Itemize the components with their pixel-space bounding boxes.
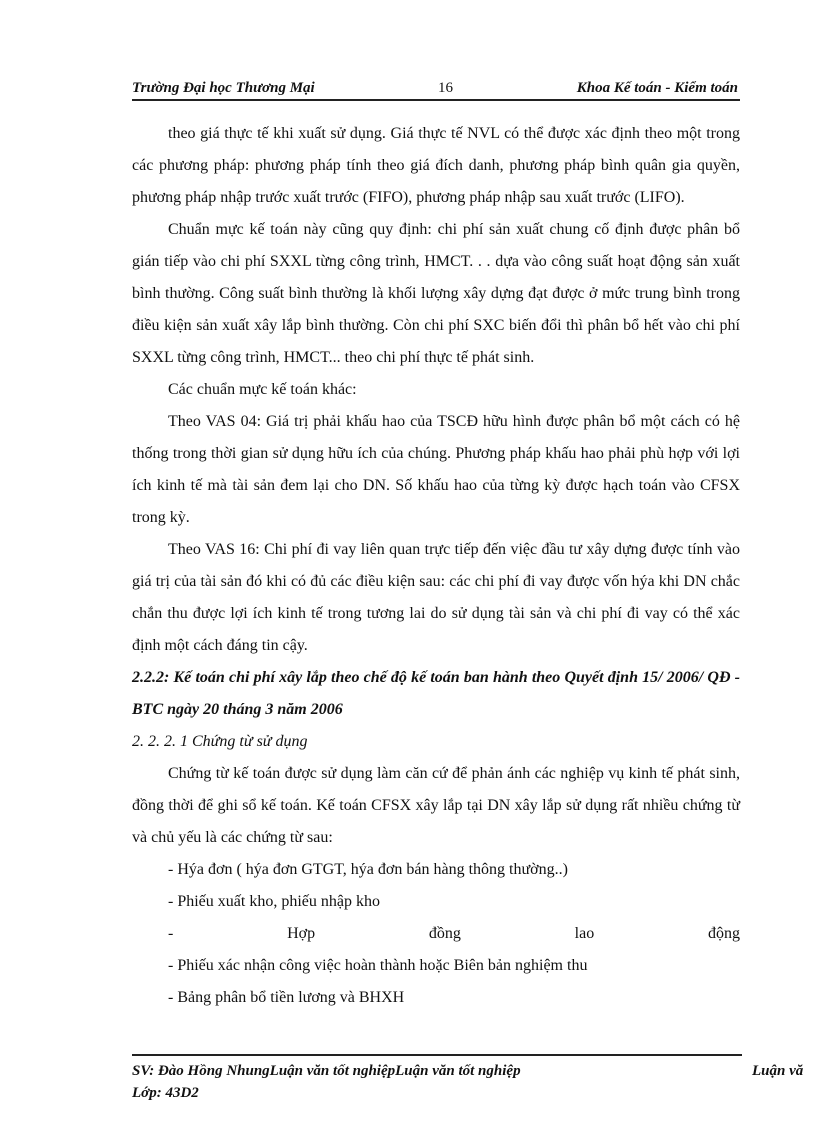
section-heading: 2.2.2: Kế toán chi phí xây lắp theo chế độ kế toán ban hành theo Quyết định 15/ 2006/ QĐ - BTC ngày 20 tháng 3 năm 2006 [132,669,740,718]
footer-class: Lớp: 43D2 [132,1085,199,1101]
list-item: - Phiếu xuất kho, phiếu nhập kho [168,893,380,910]
list-word: Hợp [287,925,316,942]
header-school: Trường Đại học Thương Mại [132,80,315,96]
list-word: đồng [428,925,461,942]
list-word: động [707,925,740,942]
paragraph: Các chuẩn mực kế toán khác: [168,381,357,398]
paragraph: Theo VAS 04: Giá trị phải khấu hao của TSCĐ hữu hình được phân bổ một cách có hệ thống trong thời gian sử dụng hữu ích của chúng. Phương pháp khấu hao phải phù hợp với lợi ích kinh tế mà tài sản đem lại cho DN. Số khấu hao của từng kỳ được hạch toán vào CFSX trong kỳ. [132,413,740,526]
paragraph: theo giá thực tế khi xuất sử dụng. Giá thực tế NVL có thể được xác định theo một trong các phương pháp: phương pháp tính theo giá đích danh, phương pháp bình quân gia quyền, phương pháp nhập trước xuất trước (FIFO), phương pháp nhập sau xuất trước (LIFO). [132,125,740,206]
list-item: - Hýa đơn ( hýa đơn GTGT, hýa đơn bán hàng thông thường..) [168,861,568,878]
list-word: lao [574,925,595,942]
footer-student: SV: Đào Hồng NhungLuận văn tốt nghiệpLuận văn tốt nghiệp [132,1063,521,1079]
document-body [132,118,740,1014]
header-faculty: Khoa Kế toán - Kiểm toán [576,80,738,96]
paragraph: Chuẩn mực kế toán này cũng quy định: chi phí sản xuất chung cố định được phân bổ gián tiếp vào chi phí SXXL từng công trình, HMCT. . . dựa vào công suất hoạt động sản xuất bình thường. Công suất bình thường là khối lượng xây dựng đạt được ở mức trung bình trong điều kiện sản xuất xây lắp bình thường. Còn chi phí SXC biến đổi thì phân bổ hết vào chi phí SXXL từng công trình, HMCT... theo chi phí thực tế phát sinh. [132,221,740,366]
list-word: - [168,925,174,942]
page-header [132,76,738,98]
footer-right-label: Luận vă [752,1063,804,1079]
page-footer [132,1060,816,1104]
paragraph: Chứng từ kế toán được sử dụng làm căn cứ để phản ánh các nghiệp vụ kinh tế phát sinh, đồng thời để ghi sổ kế toán. Kế toán CFSX xây lắp tại DN xây lắp sử dụng rất nhiều chứng từ và chủ yếu là các chứng từ sau: [132,765,740,846]
subsection-heading: 2. 2. 2. 1 Chứng từ sử dụng [132,733,308,750]
list-item: - Bảng phân bổ tiền lương và BHXH [168,989,405,1006]
footer-rule [132,1054,742,1056]
paragraph: Theo VAS 16: Chi phí đi vay liên quan trực tiếp đến việc đầu tư xây dựng được tính vào giá trị của tài sản đó khi có đủ các điều kiện sau: các chi phí đi vay được vốn hýa khi DN chắc chắn thu được lợi ích kinh tế trong tương lai do sử dụng tài sản và chi phí đi vay có thể xác định một cách đáng tin cậy. [132,541,740,654]
header-rule [132,99,740,101]
list-item-spread [132,918,740,950]
page-number: 16 [438,80,453,96]
list-item: - Phiếu xác nhận công việc hoàn thành hoặc Biên bản nghiệm thu [168,957,588,974]
